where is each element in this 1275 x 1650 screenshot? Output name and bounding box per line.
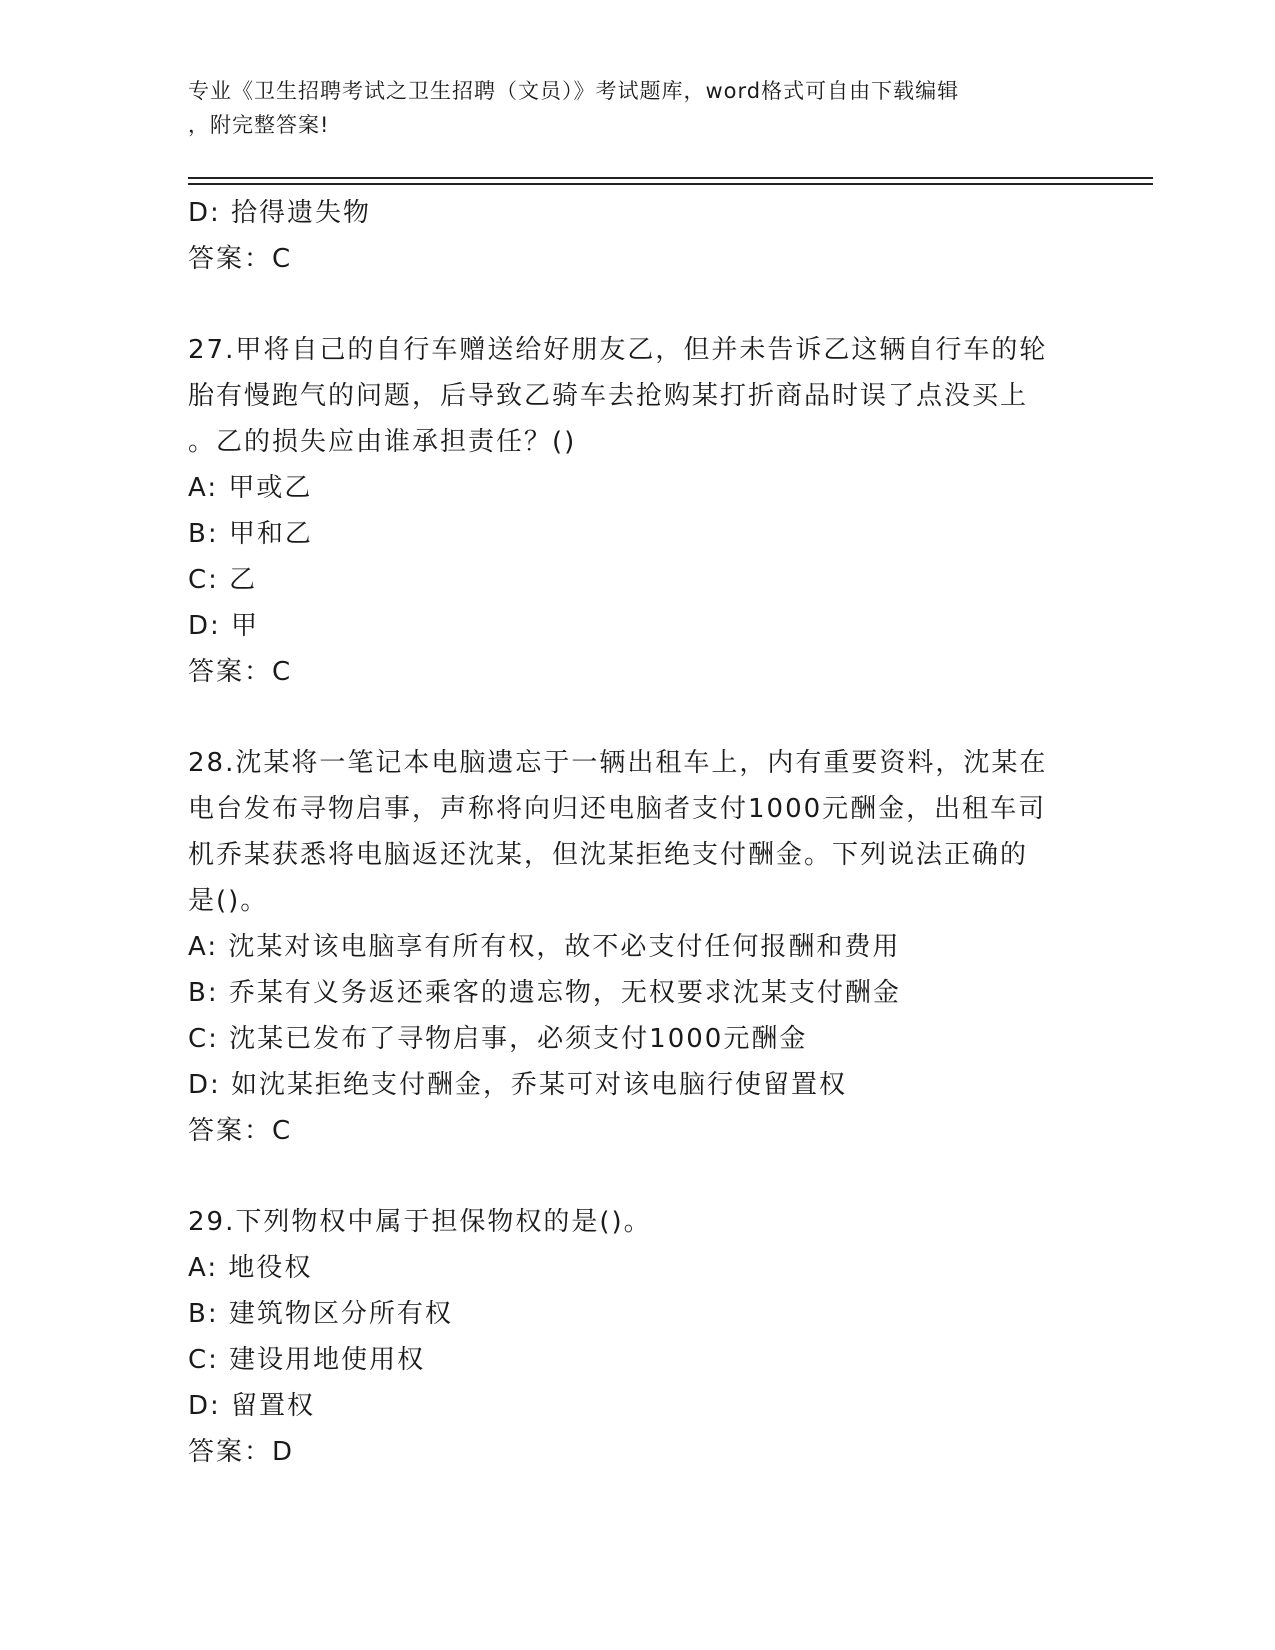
- answer: 答案：C: [188, 244, 293, 274]
- header-rule-bottom: [188, 183, 1153, 185]
- question-stem-line: 胎有慢跑气的问题，后导致乙骑车去抢购某打折商品时误了点没买上: [188, 381, 1029, 411]
- option-d: D: 拾得遗失物: [188, 198, 372, 228]
- question-list: [188, 190, 1068, 1475]
- question-29: [188, 1199, 1068, 1475]
- question-stem-line: 。乙的损失应由谁承担责任？(): [188, 427, 577, 457]
- option-c: C: 乙: [188, 565, 258, 595]
- option-d: D: 甲: [188, 611, 260, 641]
- spacer: [188, 695, 1068, 740]
- option-c: C: 沈某已发布了寻物启事，必须支付1000元酬金: [188, 1024, 808, 1054]
- spacer: [188, 282, 1068, 327]
- question-stem-line: 28.沈某将一笔记本电脑遗忘于一辆出租车上，内有重要资料，沈某在: [188, 748, 1048, 778]
- answer: 答案：C: [188, 657, 293, 687]
- option-b: B: 乔某有义务返还乘客的遗忘物，无权要求沈某支付酬金: [188, 978, 901, 1008]
- question-stem-line: 27.甲将自己的自行车赠送给好朋友乙，但并未告诉乙这辆自行车的轮: [188, 335, 1048, 365]
- option-b: B: 建筑物区分所有权: [188, 1299, 453, 1329]
- header-rule-top: [188, 177, 1153, 179]
- spacer: [188, 1154, 1068, 1199]
- question-stem-line: 电台发布寻物启事，声称将向归还电脑者支付1000元酬金，出租车司: [188, 794, 1047, 824]
- document-header: [188, 74, 1068, 142]
- header-line-1: 专业《卫生招聘考试之卫生招聘（文员）》考试题库，word格式可自由下载编辑: [188, 79, 960, 103]
- option-a: A: 沈某对该电脑享有所有权，故不必支付任何报酬和费用: [188, 932, 901, 962]
- question-28: [188, 740, 1068, 1154]
- option-a: A: 甲或乙: [188, 473, 313, 503]
- header-line-2: ，附完整答案!: [188, 113, 330, 137]
- option-b: B: 甲和乙: [188, 519, 313, 549]
- answer: 答案：D: [188, 1437, 295, 1467]
- question-stem-line: 是()。: [188, 886, 269, 916]
- answer: 答案：C: [188, 1116, 293, 1146]
- option-c: C: 建设用地使用权: [188, 1345, 426, 1375]
- question-stem-line: 29.下列物权中属于担保物权的是()。: [188, 1207, 652, 1237]
- question-27: [188, 327, 1068, 695]
- question-stem-line: 机乔某获悉将电脑返还沈某，但沈某拒绝支付酬金。下列说法正确的: [188, 840, 1029, 870]
- option-d: D: 留置权: [188, 1391, 316, 1421]
- option-d: D: 如沈某拒绝支付酬金，乔某可对该电脑行使留置权: [188, 1070, 848, 1100]
- question-26-tail: [188, 190, 1068, 282]
- option-a: A: 地役权: [188, 1253, 313, 1283]
